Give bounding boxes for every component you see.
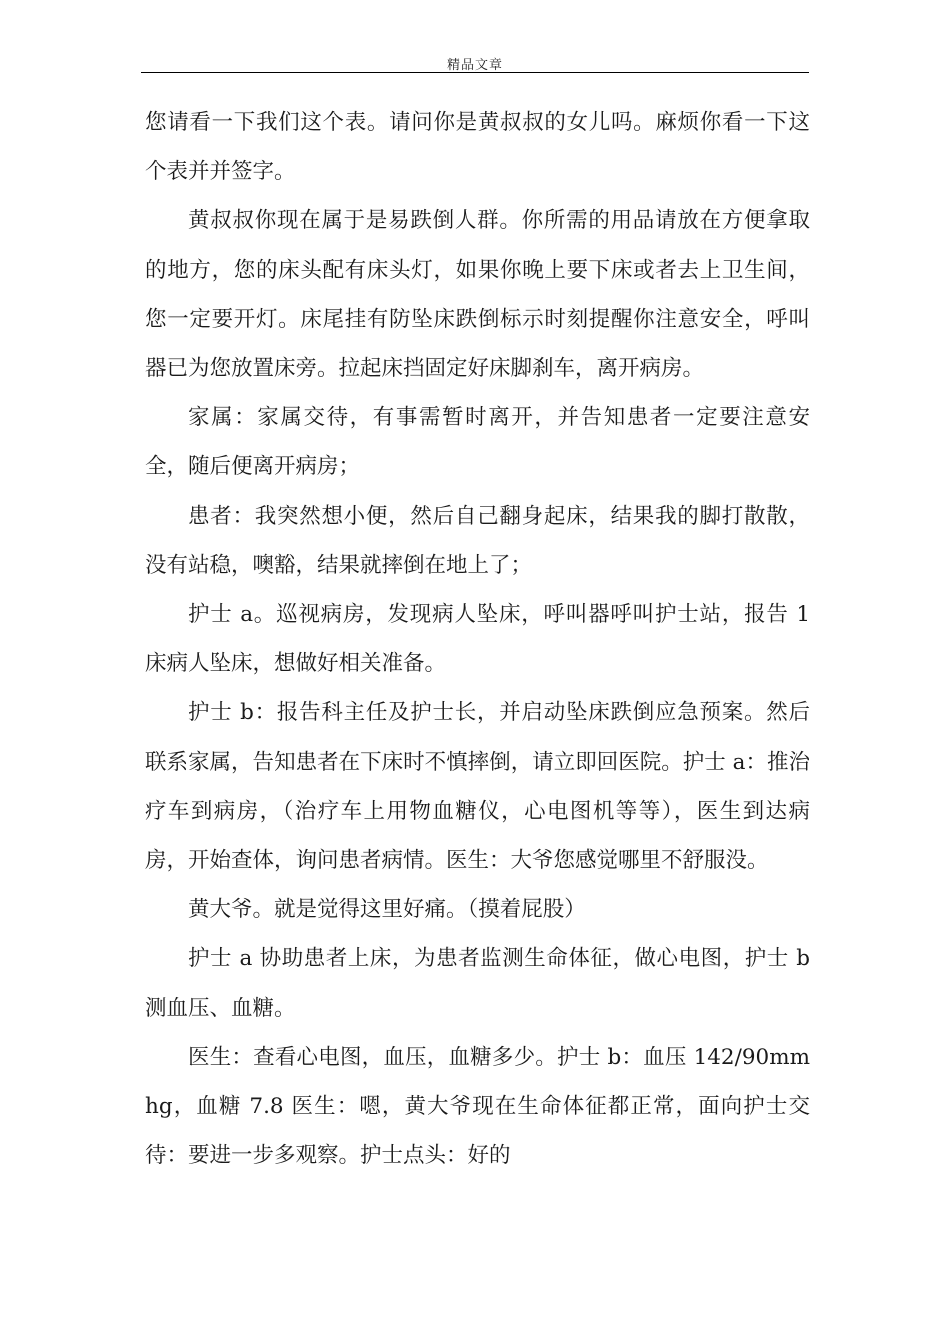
paragraph-9: 医生：查看心电图，血压，血糖多少。护士 b：血压 142/90mmhg，血糖 7.8 医生：嗯，黄大爷现在生命体征都正常，面向护士交待：要进一步多观察。护士点头：好的 bbox=[145, 1044, 810, 1169]
paragraph-6: 护士 b：报告科主任及护士长，并启动坠床跌倒应急预案。然后联系家属，告知患者在下床时不慎摔倒，请立即回医院。护士 a：推治疗车到病房，（治疗车上用物血糖仪，心电图机等等），医生到达病房，开始查体，询问患者病情。医生：大爷您感觉哪里不舒服没。 bbox=[145, 700, 810, 874]
paragraph-8: 护士 a 协助患者上床，为患者监测生命体征，做心电图，护士 b 测血压、血糖。 bbox=[145, 946, 810, 1021]
page-header bbox=[141, 52, 809, 73]
paragraph-3: 家属：家属交待，有事需暂时离开，并告知患者一定要注意安全，随后便离开病房； bbox=[145, 405, 810, 480]
paragraph-1: 您请看一下我们这个表。请问你是黄叔叔的女儿吗。麻烦你看一下这个表并并签字。 bbox=[145, 110, 810, 185]
header-title: 精品文章 bbox=[446, 58, 503, 73]
document-body bbox=[145, 98, 810, 1180]
paragraph-4: 患者：我突然想小便，然后自己翻身起床，结果我的脚打散散，没有站稳，噢豁，结果就摔倒在地上了； bbox=[145, 503, 810, 578]
paragraph-7: 黄大爷。就是觉得这里好痛。（摸着屁股） bbox=[188, 897, 586, 923]
paragraph-2: 黄叔叔你现在属于是易跌倒人群。你所需的用品请放在方便拿取的地方，您的床头配有床头灯，如果你晚上要下床或者去上卫生间，您一定要开灯。床尾挂有防坠床跌倒标示时刻提醒你注意安全，呼叫器已为您放置床旁。拉起床挡固定好床脚刹车，离开病房。 bbox=[145, 208, 810, 382]
paragraph-5: 护士 a。巡视病房，发现病人坠床，呼叫器呼叫护士站，报告 1 床病人坠床，想做好相关准备。 bbox=[145, 602, 810, 677]
